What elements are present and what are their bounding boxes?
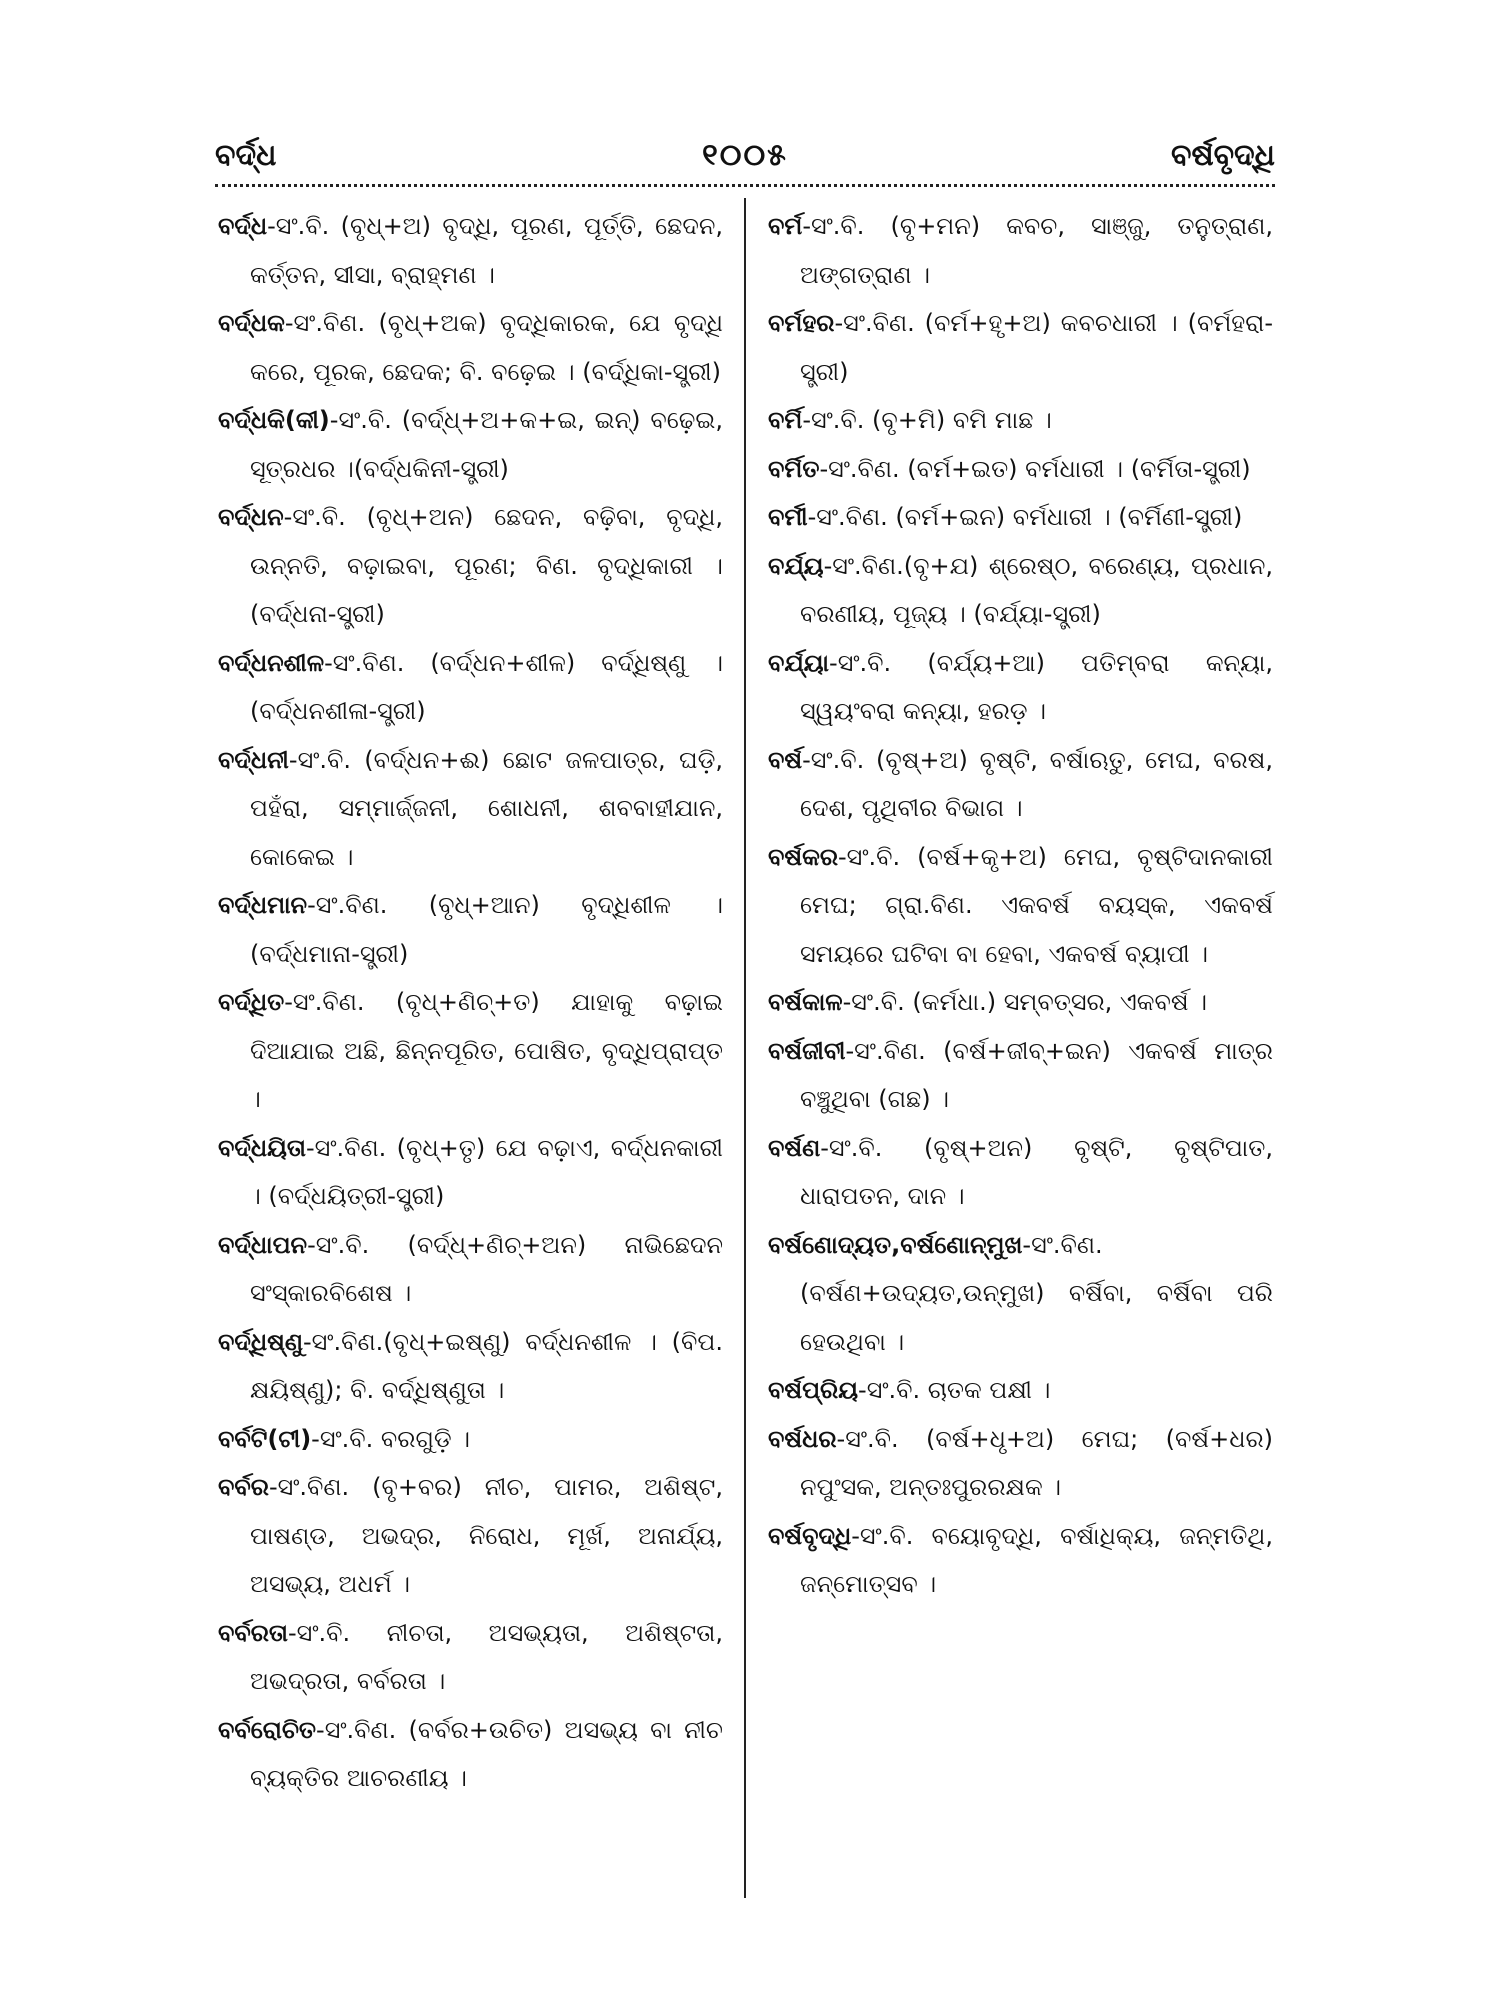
entry-definition: -ସଂ.ବିଣ. (ବର୍ମ+ହୃ+ଅ) କବଚଧାରୀ । (ବର୍ମହରା-ସ୍ତ୍ରୀ)	[800, 309, 1273, 386]
left-column	[218, 202, 723, 1803]
dictionary-entry	[768, 202, 1273, 299]
dictionary-entry	[218, 1463, 723, 1609]
dictionary-entry	[218, 493, 723, 639]
dictionary-entry	[218, 202, 723, 299]
dictionary-entry	[768, 978, 1273, 1027]
right-column	[768, 202, 1273, 1609]
dictionary-entry	[768, 639, 1273, 736]
header-last-word: ବର୍ଷବୃଦ୍ଧି	[1170, 138, 1275, 173]
dictionary-entry	[768, 396, 1273, 445]
entry-headword: ବର୍ଷବୃଦ୍ଧି	[768, 1521, 852, 1550]
entry-headword: ବର୍ମହର	[768, 309, 835, 337]
dictionary-entry	[218, 1706, 723, 1803]
entry-definition: -ସଂ.ବି. (ବୃଧ୍+ଅ) ବୃଦ୍ଧି, ପୂରଣ, ପୂର୍ତ୍ତି, ଛେଦନ, କର୍ତ୍ତନ, ସୀସା, ବ୍ରାହ୍ମଣ ।	[250, 212, 723, 289]
entry-definition: -ସଂ.ବି. (ବର୍ଦ୍ଧନ+ଈ) ଛୋଟ ଜଳପାତ୍ର, ଘଡ଼ି, ପହଁରା, ସମ୍ମାର୍ଜ୍ଜନୀ, ଶୋଧନୀ, ଶବବାହୀଯାନ, କୋକେଇ ।	[250, 745, 723, 871]
dictionary-entry	[768, 1124, 1273, 1221]
entry-definition: -ସଂ.ବି. (ବୃଧ୍+ଅନ) ଛେଦନ, ବଢ଼ିବା, ବୃଦ୍ଧି, ଉନ୍ନତି, ବଢ଼ାଇବା, ପୂରଣ; ବିଣ. ବୃଦ୍ଧିକାରୀ । (ବର୍ଦ୍ଧନା-ସ୍ତ୍ରୀ)	[250, 503, 723, 628]
entry-definition: -ସଂ.ବିଣ. (ବର୍ମ+ଇତ) ବର୍ମଧାରୀ । (ବର୍ମିତା-ସ୍ତ୍ରୀ)	[819, 454, 1251, 483]
entry-definition: -ସଂ.ବି. (ବର୍ଦ୍ଧ୍+ଅ+କ+ଇ, ଇନ୍) ବଢ଼େଇ, ସୂତ୍ରଧର ।(ବର୍ଦ୍ଧକିନୀ-ସ୍ତ୍ରୀ)	[250, 406, 723, 483]
entry-headword: ବର୍ଦ୍ଧନଶୀଳ	[218, 648, 325, 677]
dictionary-entry	[768, 1415, 1273, 1512]
entry-headword: ବର୍ବର	[218, 1473, 269, 1501]
entry-headword: ବର୍ଷ	[768, 745, 803, 774]
dictionary-entry	[768, 1221, 1273, 1367]
entry-definition: -ସଂ.ବିଣ. (ବୃ+ବର) ନୀଚ, ପାମର, ଅଶିଷ୍ଟ, ପାଷଣ୍ଡ, ଅଭଦ୍ର, ନିରୋଧ, ମୂର୍ଖ, ଅନାର୍ଯ୍ୟ, ଅସଭ୍ୟ, ଅଧର୍ମ ।	[250, 1473, 723, 1598]
entry-headword: ବର୍ବଟି(ଟୀ)	[218, 1424, 312, 1453]
page-header	[215, 138, 1275, 188]
dictionary-entry	[218, 1415, 723, 1464]
dictionary-entry	[768, 833, 1273, 979]
entry-headword: ବର୍ଦ୍ଧକି(କୀ)	[218, 406, 330, 434]
entry-headword: ବର୍ଦ୍ଧୟିତା	[218, 1133, 307, 1162]
entry-definition: -ସଂ.ବିଣ.(ବୃ+ଯ) ଶ୍ରେଷ୍ଠ, ବରେଣ୍ୟ, ପ୍ରଧାନ, ବରଣୀୟ, ପୂଜ୍ୟ । (ବର୍ଯ୍ୟା-ସ୍ତ୍ରୀ)	[800, 551, 1273, 628]
entry-definition: -ସଂ.ବି. (କର୍ମଧା.) ସମ୍ବତ୍ସର, ଏକବର୍ଷ ।	[842, 988, 1208, 1016]
entry-headword: ବର୍ଦ୍ଧମାନ	[218, 891, 308, 919]
entry-headword: ବର୍ମୀ	[768, 503, 808, 531]
header-dotted-rule	[215, 184, 1275, 187]
entry-definition: -ସଂ.ବିଣ.(ବୃଧ୍+ଇଷ୍ଣୁ) ବର୍ଦ୍ଧନଶୀଳ । (ବିପ. କ୍ଷୟିଷ୍ଣୁ); ବି. ବର୍ଦ୍ଧିଷ୍ଣୁତା ।	[250, 1327, 723, 1404]
entry-headword: ବର୍ମି	[768, 406, 803, 434]
entry-definition: -ସଂ.ବି. (ବର୍ଦ୍ଧ୍+ଣିଚ୍+ଅନ) ନାଭିଛେଦନ ସଂସ୍କାରବିଶେଷ ।	[250, 1230, 723, 1307]
dictionary-entry	[218, 299, 723, 396]
dictionary-entry	[768, 736, 1273, 833]
dictionary-entry	[768, 445, 1273, 494]
entry-headword: ବର୍ବରୋଚିତ	[218, 1715, 317, 1744]
entry-definition: -ସଂ.ବିଣ. (ବୃଧ୍+ଣିଚ୍+ତ) ଯାହାକୁ ବଢ଼ାଇ ଦିଆଯାଇ ଅଛି, ଛିନ୍ନପୂରିତ, ପୋଷିତ, ବୃଦ୍ଧିପ୍ରାପ୍ତ ।	[250, 988, 723, 1113]
dictionary-entry	[768, 493, 1273, 542]
entry-headword: ବର୍ଦ୍ଧକ	[218, 309, 285, 337]
entry-headword: ବର୍ଯ୍ୟ	[768, 551, 824, 580]
entry-headword: ବର୍ଷଣ	[768, 1133, 821, 1162]
entry-headword: ବର୍ଷଧର	[768, 1424, 837, 1453]
dictionary-entry	[218, 396, 723, 493]
entry-definition: -ସଂ.ବି. ବରଗୁଡ଼ି ।	[311, 1424, 471, 1453]
entry-headword: ବର୍ବରତା	[218, 1618, 289, 1647]
page-number: ୧୦୦୫	[702, 138, 788, 173]
entry-definition: -ସଂ.ବିଣ. (ବୃଧ୍+ଆନ) ବୃଦ୍ଧିଶୀଳ । (ବର୍ଦ୍ଧମାନା-ସ୍ତ୍ରୀ)	[250, 891, 723, 968]
dictionary-entry	[218, 1124, 723, 1221]
entry-definition: -ସଂ.ବି. (ବର୍ଷ+କୃ+ଅ) ମେଘ, ବୃଷ୍ଟିଦାନକାରୀ ମେଘ; ଗ୍ରା.ବିଣ. ଏକବର୍ଷ ବୟସ୍କ, ଏକବର୍ଷ ସମୟରେ ଘଟିବା ବା ହେବା, ଏକବର୍ଷ ବ୍ୟାପୀ ।	[800, 842, 1273, 968]
entry-definition: -ସଂ.ବି. ବୟୋବୃଦ୍ଧି, ବର୍ଷାଧିକ୍ୟ, ଜନ୍ମତିଥି, ଜନ୍ମୋତ୍ସବ ।	[800, 1521, 1273, 1598]
entry-definition: -ସଂ.ବି. (ବୃଷ୍+ଅନ) ବୃଷ୍ଟି, ବୃଷ୍ଟିପାତ, ଧାରାପତନ, ଦାନ ।	[800, 1133, 1273, 1210]
entry-definition: -ସଂ.ବିଣ. (ବର୍ଷ+ଜୀବ୍+ଇନ) ଏକବର୍ଷ ମାତ୍ର ବଞ୍ଚୁଥିବା (ଗଛ) ।	[800, 1036, 1273, 1113]
dictionary-entry	[218, 978, 723, 1124]
entry-definition: -ସଂ.ବିଣ. (ବୃଧ୍+ତୃ) ଯେ ବଢ଼ାଏ, ବର୍ଦ୍ଧନକାରୀ । (ବର୍ଦ୍ଧୟିତ୍ରୀ-ସ୍ତ୍ରୀ)	[250, 1133, 723, 1210]
dictionary-entry	[768, 299, 1273, 396]
entry-headword: ବର୍ଦ୍ଧିତ	[218, 988, 285, 1016]
dictionary-entry	[218, 1221, 723, 1318]
entry-definition: -ସଂ.ବିଣ. (ବର୍ଷଣ+ଉଦ୍ୟତ,ଉନ୍ମୁଖ) ବର୍ଷିବା, ବର୍ଷିବା ପରି ହେଉଥିବା ।	[800, 1230, 1273, 1356]
entry-headword: ବର୍ଷପ୍ରିୟ	[768, 1376, 859, 1404]
entry-definition: -ସଂ.ବିଣ. (ବର୍ବର+ଉଚିତ) ଅସଭ୍ୟ ବା ନୀଚ ବ୍ୟକ୍ତିର ଆଚରଣୀୟ ।	[250, 1715, 723, 1792]
entry-headword: ବର୍ଷଣୋଦ୍ୟତ,ବର୍ଷଣୋନ୍ମୁଖ	[768, 1230, 1023, 1259]
entry-definition: -ସଂ.ବିଣ. (ବର୍ଦ୍ଧନ+ଶୀଳ) ବର୍ଦ୍ଧିଷ୍ଣୁ । (ବର୍ଦ୍ଧନଶୀଳା-ସ୍ତ୍ରୀ)	[250, 648, 723, 725]
column-divider	[744, 198, 746, 1898]
entry-headword: ବର୍ଦ୍ଧାପନ	[218, 1230, 308, 1259]
entry-headword: ବର୍ଦ୍ଧନ	[218, 503, 284, 531]
entry-definition: -ସଂ.ବି. (ବୃ+ମନ) କବଚ, ସାଞ୍ଜୁ, ତନୁତ୍ରାଣ, ଅଙ୍ଗତ୍ରାଣ ।	[800, 212, 1273, 289]
entry-definition: -ସଂ.ବି. (ବୃଷ୍+ଅ) ବୃଷ୍ଟି, ବର୍ଷାଋତୁ, ମେଘ, ବରଷ, ଦେଶ, ପୃଥିବୀର ବିଭାଗ ।	[800, 745, 1273, 822]
entry-definition: -ସଂ.ବି. (ବୃ+ମି) ବମି ମାଛ ।	[802, 406, 1052, 434]
dictionary-entry	[218, 1318, 723, 1415]
dictionary-entry	[768, 542, 1273, 639]
dictionary-entry	[218, 1609, 723, 1706]
entry-definition: -ସଂ.ବିଣ. (ବର୍ମ+ଇନ) ବର୍ମଧାରୀ । (ବର୍ମିଣୀ-ସ୍ତ୍ରୀ)	[807, 503, 1243, 531]
dictionary-entry	[218, 639, 723, 736]
entry-headword: ବର୍ଷକାଳ	[768, 988, 843, 1016]
entry-headword: ବର୍ଷଜୀବୀ	[768, 1036, 846, 1065]
dictionary-entry	[768, 1366, 1273, 1415]
entry-headword: ବର୍ଦ୍ଧିଷ୍ଣୁ	[218, 1327, 303, 1356]
entry-definition: -ସଂ.ବି. (ବର୍ଯ୍ୟ+ଆ) ପତିମ୍ବରା କନ୍ୟା, ସ୍ୱୟଂବରା କନ୍ୟା, ହରଡ଼ ।	[800, 648, 1273, 725]
dictionary-entry	[218, 736, 723, 882]
entry-definition: -ସଂ.ବିଣ. (ବୃଧ୍+ଅକ) ବୃଦ୍ଧିକାରକ, ଯେ ବୃଦ୍ଧି କରେ, ପୂରକ, ଛେଦକ; ବି. ବଢ଼େଇ । (ବର୍ଦ୍ଧିକା-ସ୍ତ୍ରୀ)	[250, 309, 723, 386]
entry-headword: ବର୍ମ	[768, 212, 803, 240]
entry-definition: -ସଂ.ବି. ନୀଚତା, ଅସଭ୍ୟତା, ଅଶିଷ୍ଟତା, ଅଭଦ୍ରତା, ବର୍ବରତା ।	[250, 1618, 723, 1695]
entry-headword: ବର୍ଷକର	[768, 842, 839, 871]
entry-headword: ବର୍ମିତ	[768, 454, 820, 483]
entry-headword: ବର୍ଦ୍ଧନୀ	[218, 745, 289, 774]
entry-definition: -ସଂ.ବି. (ବର୍ଷ+ଧୃ+ଅ) ମେଘ; (ବର୍ଷ+ଧର) ନପୁଂସକ, ଅନ୍ତଃପୁରରକ୍ଷକ ।	[800, 1424, 1273, 1501]
dictionary-entry	[768, 1027, 1273, 1124]
header-first-word: ବର୍ଦ୍ଧ	[215, 138, 277, 173]
dictionary-entry	[768, 1512, 1273, 1609]
entry-definition: -ସଂ.ବି. ଚାତକ ପକ୍ଷୀ ।	[858, 1376, 1051, 1404]
entry-headword: ବର୍ଯ୍ୟା	[768, 648, 830, 677]
dictionary-entry	[218, 881, 723, 978]
entry-headword: ବର୍ଦ୍ଧ	[218, 212, 268, 240]
